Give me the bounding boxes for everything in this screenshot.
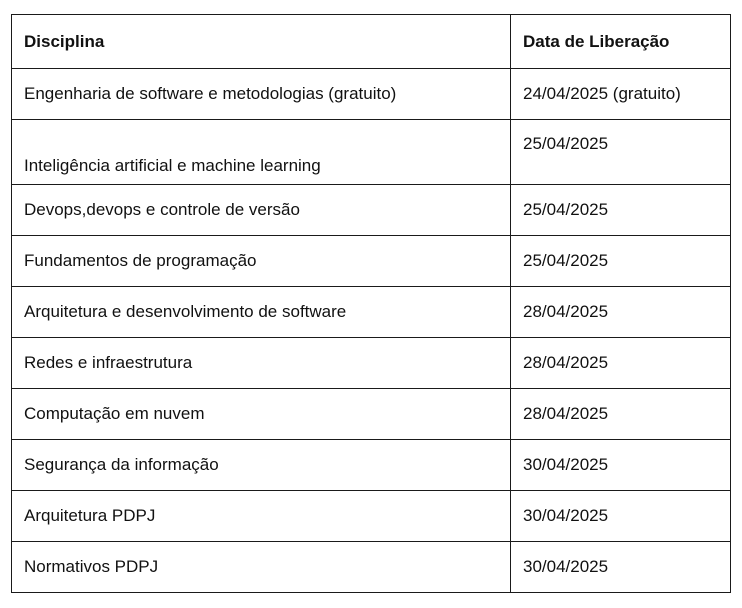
release-date-cell: 28/04/2025 bbox=[511, 287, 731, 338]
release-date-cell: 25/04/2025 bbox=[511, 236, 731, 287]
table-row bbox=[12, 389, 731, 440]
table-row bbox=[12, 287, 731, 338]
subject-cell: Fundamentos de programação bbox=[12, 236, 511, 287]
release-date-cell: 30/04/2025 bbox=[511, 491, 731, 542]
table-row bbox=[12, 338, 731, 389]
table-row bbox=[12, 69, 731, 120]
subject-cell: Normativos PDPJ bbox=[12, 542, 511, 593]
release-date-cell: 25/04/2025 bbox=[511, 185, 731, 236]
release-date-cell: 30/04/2025 bbox=[511, 440, 731, 491]
subject-cell: Computação em nuvem bbox=[12, 389, 511, 440]
subject-cell: Redes e infraestrutura bbox=[12, 338, 511, 389]
subject-cell: Inteligência artificial e machine learning bbox=[12, 120, 511, 185]
table-row bbox=[12, 120, 731, 185]
release-date-cell: 28/04/2025 bbox=[511, 338, 731, 389]
subject-cell: Engenharia de software e metodologias (gratuito) bbox=[12, 69, 511, 120]
subject-cell: Arquitetura PDPJ bbox=[12, 491, 511, 542]
release-date-cell: 24/04/2025 (gratuito) bbox=[511, 69, 731, 120]
header-release-date: Data de Liberação bbox=[511, 15, 731, 69]
table-row bbox=[12, 236, 731, 287]
subject-cell: Devops,devops e controle de versão bbox=[12, 185, 511, 236]
table-row bbox=[12, 542, 731, 593]
header-subject: Disciplina bbox=[12, 15, 511, 69]
release-date-cell: 28/04/2025 bbox=[511, 389, 731, 440]
release-date-cell: 30/04/2025 bbox=[511, 542, 731, 593]
subject-cell: Arquitetura e desenvolvimento de software bbox=[12, 287, 511, 338]
release-date-cell: 25/04/2025 bbox=[511, 120, 731, 185]
table-row bbox=[12, 491, 731, 542]
subject-cell: Segurança da informação bbox=[12, 440, 511, 491]
release-schedule-table bbox=[11, 14, 731, 593]
table-row bbox=[12, 185, 731, 236]
table-row bbox=[12, 440, 731, 491]
table-header-row bbox=[12, 15, 731, 69]
